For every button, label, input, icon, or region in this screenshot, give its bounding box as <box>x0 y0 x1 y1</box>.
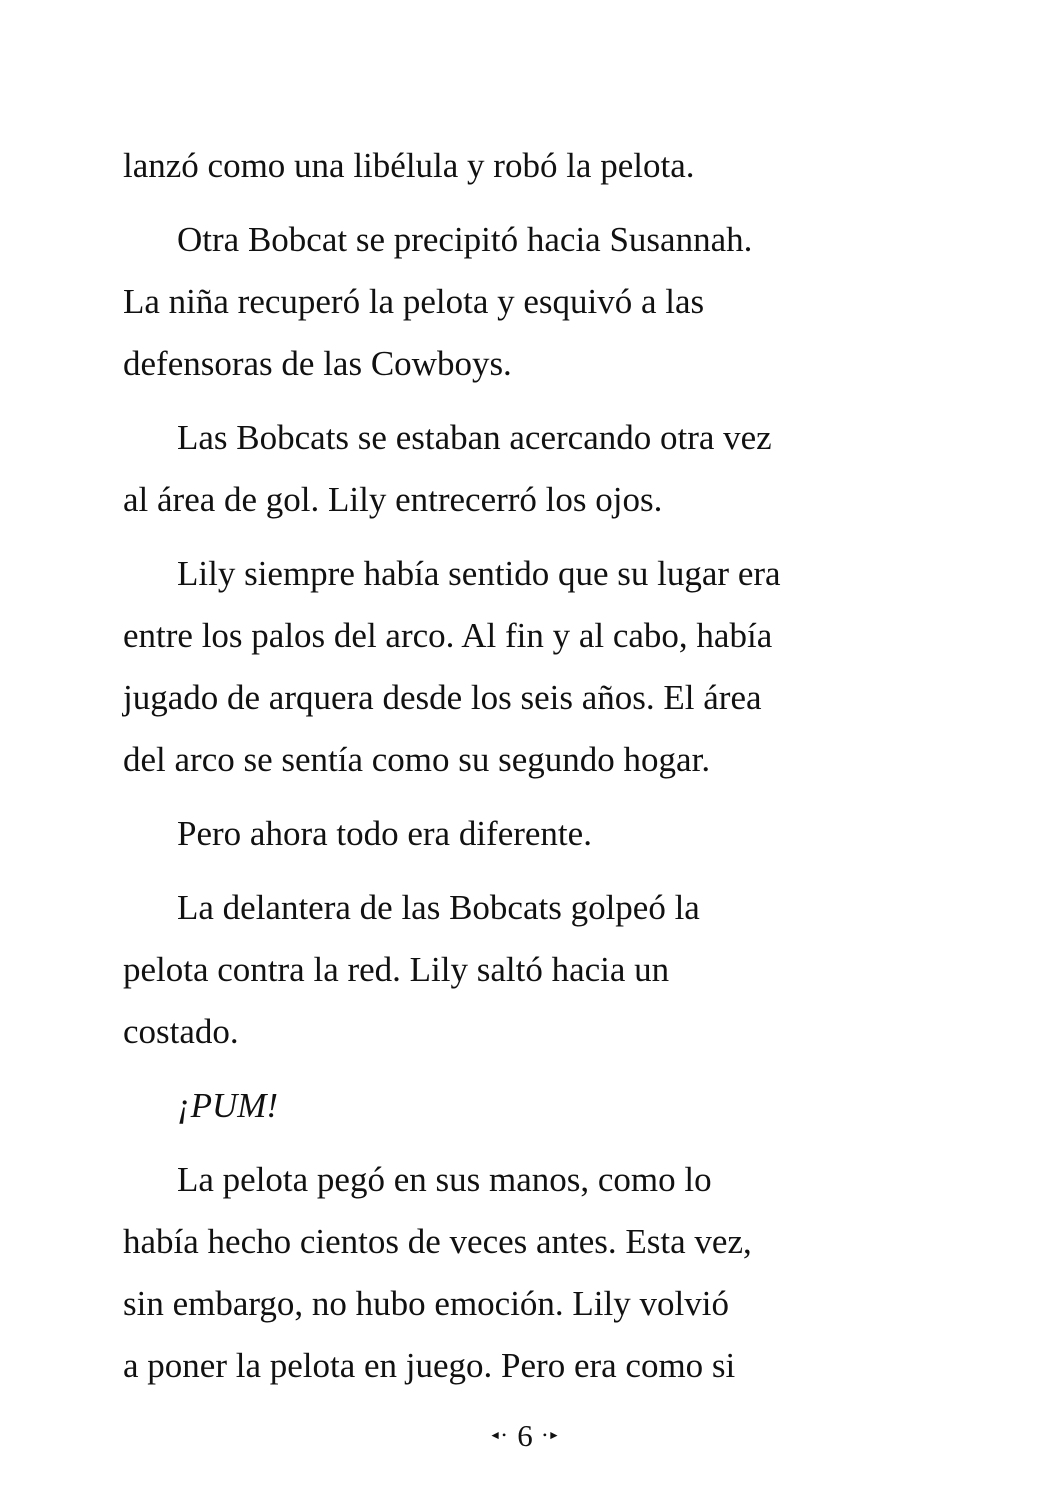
body-text <box>123 135 943 1409</box>
text-line: Las Bobcats se estaban acercando otra vez <box>177 418 772 457</box>
paragraph <box>123 543 943 791</box>
paragraph <box>123 135 943 197</box>
text-line: Otra Bobcat se precipitó hacia Susannah. <box>177 220 753 259</box>
text-line: había hecho cientos de veces antes. Esta vez, <box>123 1222 752 1261</box>
paragraph <box>123 407 943 531</box>
paragraph <box>123 803 943 865</box>
text-line: ¡PUM! <box>177 1086 279 1125</box>
text-line: del arco se sentía como su segundo hogar. <box>123 740 711 779</box>
page-number-ornament-left-icon: ◄• <box>489 1428 508 1442</box>
text-line: lanzó como una libélula y robó la pelota. <box>123 146 695 185</box>
text-line: pelota contra la red. Lily saltó hacia un <box>123 950 670 989</box>
text-line: costado. <box>123 1012 239 1051</box>
text-line: Lily siempre había sentido que su lugar era <box>177 554 781 593</box>
page-footer <box>0 1418 1050 1454</box>
text-line: al área de gol. Lily entrecerró los ojos. <box>123 480 663 519</box>
text-line: defensoras de las Cowboys. <box>123 344 512 383</box>
page-number-ornament-right-icon: •► <box>542 1428 561 1442</box>
paragraph <box>123 209 943 395</box>
text-line: a poner la pelota en juego. Pero era como si <box>123 1346 736 1385</box>
text-line: La niña recuperó la pelota y esquivó a las <box>123 282 705 321</box>
text-line: entre los palos del arco. Al fin y al cabo, había <box>123 616 773 655</box>
text-line: La pelota pegó en sus manos, como lo <box>177 1160 712 1199</box>
text-line: jugado de arquera desde los seis años. El área <box>123 678 762 717</box>
text-line: Pero ahora todo era diferente. <box>177 814 592 853</box>
paragraph-sound-effect <box>123 1075 943 1137</box>
text-line: La delantera de las Bobcats golpeó la <box>177 888 700 927</box>
paragraph <box>123 877 943 1063</box>
text-line: sin embargo, no hubo emoción. Lily volvió <box>123 1284 729 1323</box>
page-number: 6 <box>517 1418 533 1453</box>
paragraph <box>123 1149 943 1397</box>
